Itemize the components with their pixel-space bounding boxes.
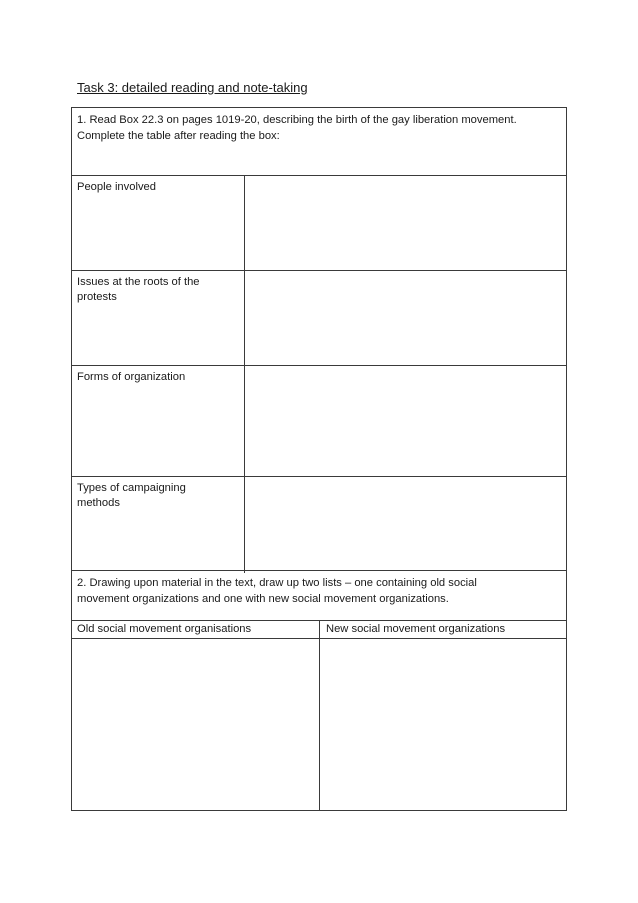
table-row-issues bbox=[72, 270, 566, 366]
organizations-table bbox=[71, 620, 567, 811]
task-title: Task 3: detailed reading and note-taking bbox=[77, 80, 308, 95]
table-row-organization bbox=[72, 365, 566, 477]
question-2-line-2: movement organizations and one with new social movement organizations. bbox=[77, 593, 449, 605]
question-2-line-1: 2. Drawing upon material in the text, draw up two lists – one containing old social bbox=[77, 577, 477, 589]
intro-box bbox=[71, 107, 567, 176]
intro-text bbox=[77, 112, 560, 144]
row-label-people: People involved bbox=[77, 181, 156, 193]
table-row-people bbox=[72, 176, 566, 270]
reading-notes-table bbox=[71, 175, 567, 571]
row-label-campaigning: Types of campaigning methods bbox=[77, 482, 186, 509]
col-header-old: Old social movement organisations bbox=[77, 623, 252, 635]
question-2-text bbox=[77, 575, 560, 607]
table-row-campaigning bbox=[72, 476, 566, 573]
intro-line-1: 1. Read Box 22.3 on pages 1019-20, describing the birth of the gay liberation movement. bbox=[77, 114, 517, 126]
intro-line-2: Complete the table after reading the box: bbox=[77, 130, 280, 142]
row-label-issues: Issues at the roots of the protests bbox=[77, 276, 200, 303]
row-label-organization: Forms of organization bbox=[77, 371, 186, 383]
col-header-new: New social movement organizations bbox=[326, 623, 506, 635]
question-2-box bbox=[71, 570, 567, 621]
